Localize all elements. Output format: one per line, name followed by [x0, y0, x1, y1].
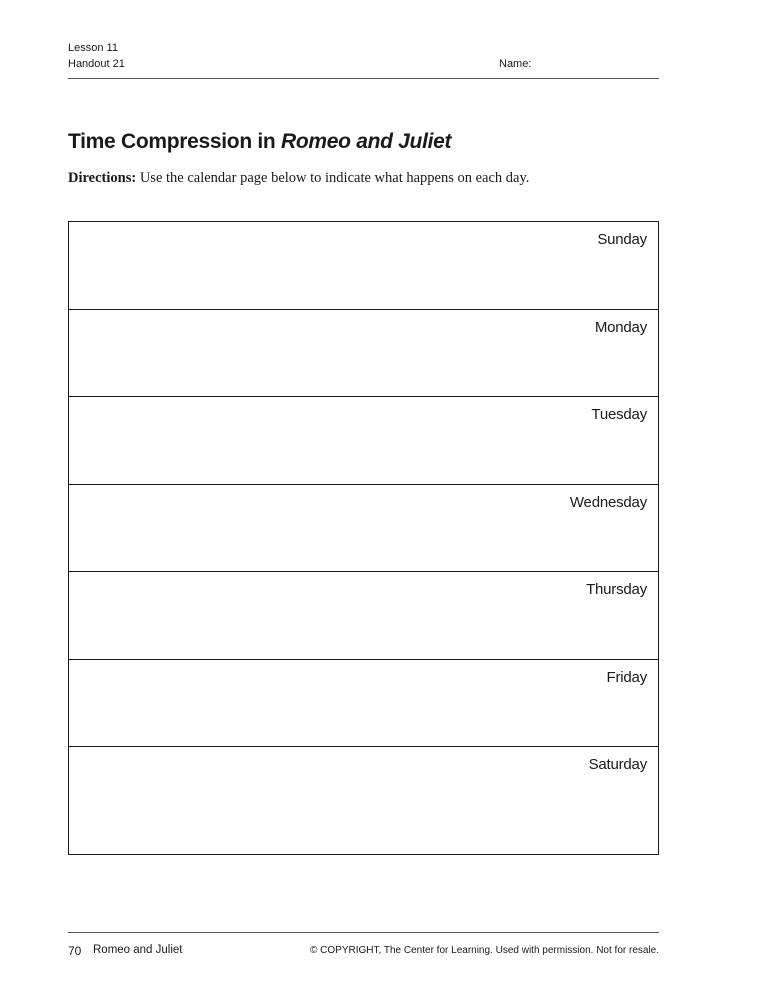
lesson-number: Lesson 11	[68, 42, 118, 54]
day-row-friday[interactable]	[69, 660, 658, 748]
title-work: Romeo and Juliet	[281, 130, 452, 153]
handout-number: Handout 21	[68, 58, 125, 70]
copyright-notice: © COPYRIGHT, The Center for Learning. Used with permission. Not for resale.	[310, 945, 659, 956]
day-label: Sunday	[597, 231, 647, 248]
day-label: Wednesday	[569, 493, 647, 511]
day-label: Friday	[606, 668, 647, 686]
day-row-tuesday[interactable]	[69, 397, 658, 485]
page-number: 70	[68, 944, 82, 958]
directions	[68, 170, 529, 187]
day-row-saturday[interactable]	[69, 747, 658, 854]
day-label: Tuesday	[591, 406, 647, 423]
day-label: Thursday	[586, 581, 647, 598]
page-title	[68, 130, 451, 154]
directions-text: Use the calendar page below to indicate what happens on each day.	[136, 170, 530, 186]
page-footer	[68, 932, 659, 961]
name-label: Name:	[499, 58, 532, 70]
day-row-sunday[interactable]	[69, 222, 658, 310]
day-label: Monday	[594, 318, 647, 336]
title-prefix: Time Compression in	[68, 130, 281, 153]
day-label: Saturday	[588, 756, 647, 773]
page-header	[68, 40, 659, 79]
directions-label: Directions:	[68, 170, 137, 186]
day-row-thursday[interactable]	[69, 572, 658, 660]
footer-book-title: Romeo and Juliet	[93, 944, 183, 956]
day-row-monday[interactable]	[69, 310, 658, 398]
day-row-wednesday[interactable]	[69, 485, 658, 573]
calendar-table	[68, 221, 659, 855]
